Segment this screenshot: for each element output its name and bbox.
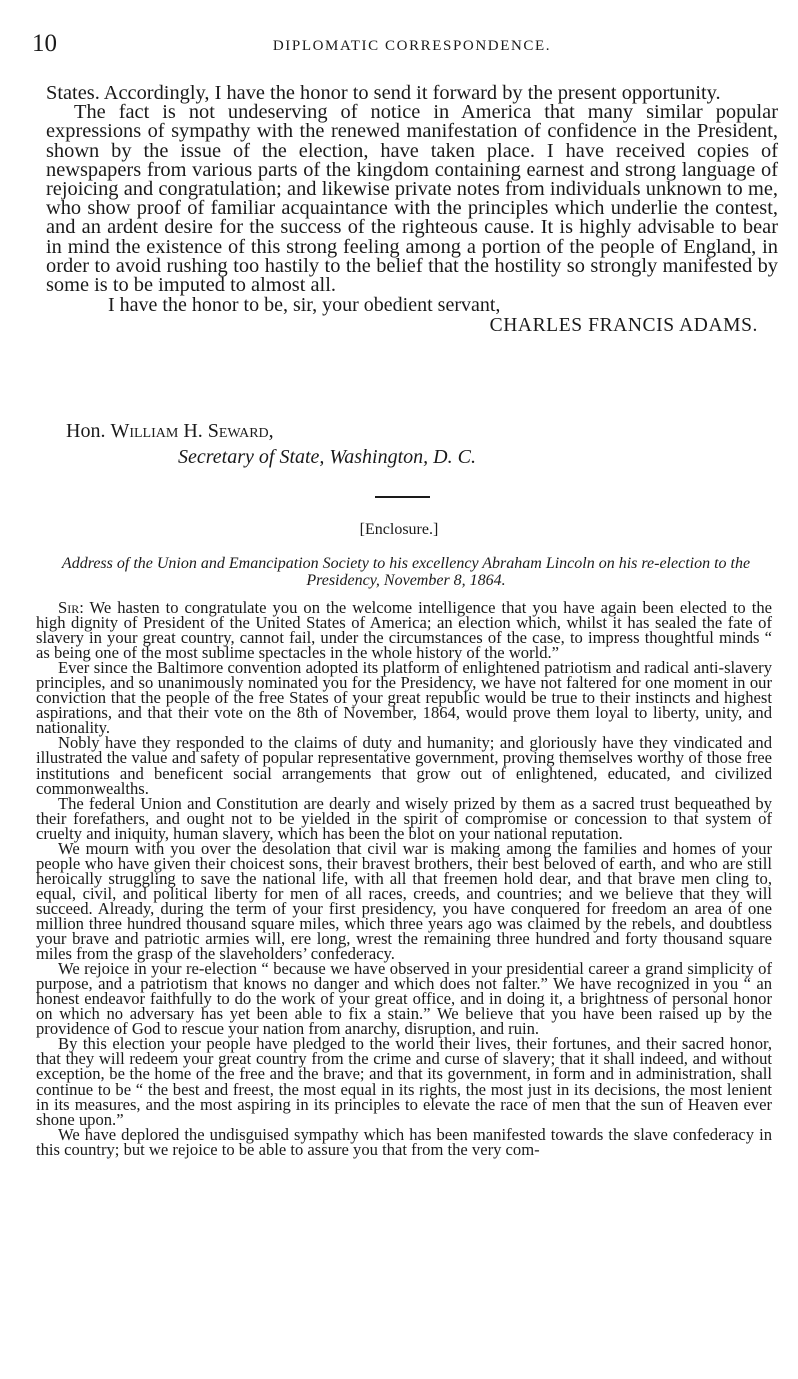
letter-body [46,84,778,337]
address-paragraph [36,598,772,663]
section-divider [375,496,430,498]
addressee-name: William H. Seward, [110,420,274,442]
letter-paragraph: States. Accordingly, I have the honor to send it forward by the present opportunity. [46,82,721,104]
address-paragraph: We have deplored the undisguised sympathy which has been manifested towards the slave confederacy in this country; but we rejoice to be able to assure you that from the very com- [36,1124,772,1159]
salutation: Sir: [58,598,84,617]
address-paragraph: We rejoice in your re-election “ because we have observed in your presidential career a grand simplicity of purpose, and a patriotism that knows no danger and which does not falter.” We have recognized in you “ an honest endeavor faithfully to do the work of your great office, and in doing it, a brightness of personal honor on which no adversary has yet been able to fix a stain.” We believe that you have been raised up by the providence of God to rescue your nation from anarchy, disruption, and ruin. [36,959,772,1039]
addressee-title: Secretary of State, Washington, D. C. [178,446,476,468]
address-paragraph: Ever since the Baltimore convention adopted its platform of enlightened patriotism and radical anti-slavery principles, and so unanimously nominated you for the Presidency, we have not faltered for one moment in our conviction that the people of the free States of your great republic would be true to their instincts and highest aspirations, and that their vote on the 8th of November, 1864, would prove them loyal to liberty, unity, and nationality. [36,658,772,738]
address-paragraph: We mourn with you over the desolation that civil war is making among the families and homes of your people who have given their choicest sons, their bravest brothers, their best beloved of earth, and who are still heroically struggling to save the national life, with all that freemen hold dear, and that brave men cling to, equal, civil, and political liberty for men of all races, creeds, and countries; and we believe that they will succeed. Already, during the term of your first presidency, you have conquered for freedom an area of one million three hundred thousand square miles, which three years ago was claimed by the rebels, and doubtless your brave and patriotic armies will, ere long, wrest the remaining three hundred and forty thousand square miles from the grasp of the slaveholders’ confederacy. [36,838,772,964]
letter-paragraph: The fact is not undeserving of notice in America that many similar popular expressions of sympathy with the renewed manifestation of confidence in the President, shown by the issue of the election, have taken place. I have received copies of newspapers from various parts of the kingdom containing earnest and strong language of rejoicing and congratulation; and likewise private notes from individuals unknown to me, who show proof of familiar acquaintance with the principles which underlie the contest, and an ardent desire for the success of the righteous cause. It is highly advisable to bear in mind the existence of this strong feeling among a portion of the people of England, in order to avoid rushing too hastily to the belief that the hostility so strongly manifested by some is to be imputed to almost all. [46,101,778,297]
address-paragraph: The federal Union and Constitution are dearly and wisely prized by them as a sacred trust bequeathed by their forefathers, and ought not to be yielded in the spirit of compromise or concession to that system of cruelty and iniquity, human slavery, which has been the blot on your national reputation. [36,793,772,843]
address-paragraph-text: We hasten to congratulate you on the welcome intelligence that you have again been elected to the high dignity of President of the United States of America; an election which, whilst it has sealed the fate of slavery in your great country, cannot fail, under the circumstances of the case, to impress thoughtful minds “ as being one of the most sublime spectacles in the whole history of the world.” [36,598,772,663]
addressee [66,421,274,441]
page-number: 10 [32,30,57,57]
address-paragraph: Nobly have they responded to the claims of duty and humanity; and gloriously have they vindicated and illustrated the value and safety of popular representative government, proving themselves worthy of those free institutions and beneficent social arrangements that grow out of enlightened, educated, and civilized commonwealths. [36,733,772,798]
address-body [36,600,772,1157]
letter-closing: I have the honor to be, sir, your obedient servant, [108,294,501,317]
address-paragraph: By this election your people have pledged to the world their lives, their fortunes, and their sacred honor, that they will redeem your great country from the crime and curse of slavery; that it shall indeed, and without exception, be the home of the free and the brave; and that its government, in form and in administration, shall continue to be “ the best and freest, the most equal in its rights, the most just in its decisions, the most lenient in its measures, and the most aspiring in its principles to elevate the race of men that the sun of Heaven ever shone upon.” [36,1034,772,1129]
address-title: Address of the Union and Emancipation Society to his excellency Abraham Lincoln on his re-election to the Presidency, November 8, 1864. [61,555,751,589]
enclosure-label: [Enclosure.] [359,521,439,538]
running-head: DIPLOMATIC CORRESPONDENCE. [272,38,552,54]
signature: CHARLES FRANCIS ADAMS. [489,315,758,337]
page-header [32,30,772,64]
addressee-prefix: Hon. [66,420,106,442]
